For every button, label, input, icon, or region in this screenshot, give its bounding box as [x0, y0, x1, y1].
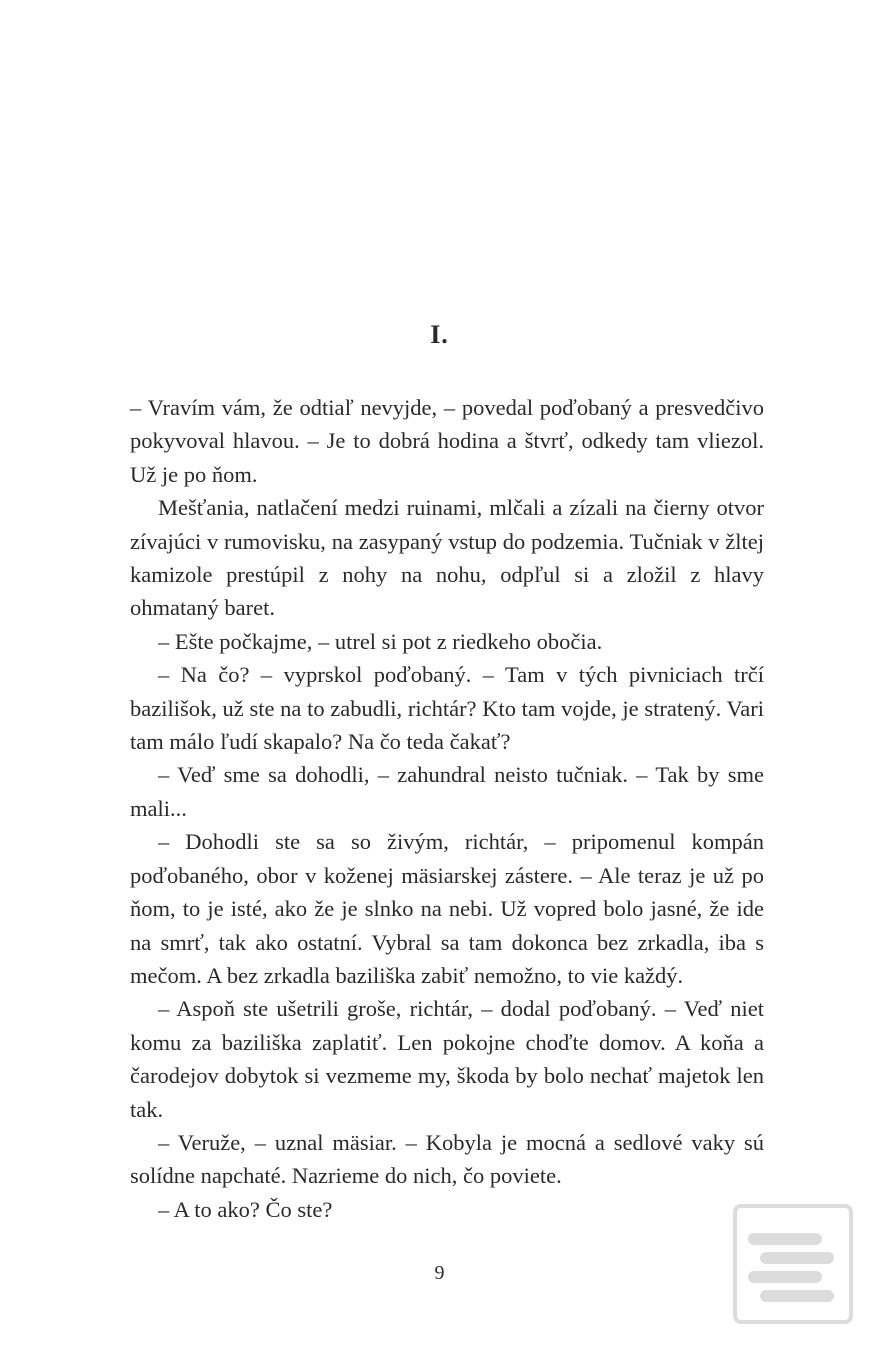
- paragraph: – Na čo? – vyprskol poďobaný. – Tam v tých pivniciach trčí bazilišok, už ste na to zabudli, richtár? Kto tam vojde, je stratený. Vari tam málo ľudí skapalo? Na čo teda čakať?: [130, 662, 764, 755]
- paragraph: – Aspoň ste ušetrili groše, richtár, – dodal poďobaný. – Veď niet komu za baziliška zaplatiť. Len pokojne choďte domov. A koňa a čarodejov dobytok si vezmeme my, škoda by bolo nechať majetok len tak.: [130, 996, 764, 1122]
- paragraph: – Ešte počkajme, – utrel si pot z riedkeho obočia.: [158, 628, 603, 654]
- paragraph: Mešťania, natlačení medzi ruinami, mlčali a zízali na čierny otvor zívajúci v rumovisku, na zasypaný vstup do podzemia. Tučniak v žltej kamizole prestúpil z nohy na nohu, odpľul si a zložil z hlavy ohmataný baret.: [130, 495, 764, 621]
- paragraph: – Veď sme sa dohodli, – zahundral neisto tučniak. – Tak by sme mali...: [130, 762, 764, 821]
- paragraph: – Vravím vám, že odtiaľ nevyjde, – povedal poďobaný a presvedčivo pokyvoval hlavou. – Je to dobrá hodina a štvrť, odkedy tam vliezol. Už je po ňom.: [130, 395, 764, 487]
- book-stack-icon: [732, 1203, 854, 1325]
- paragraph: – Veruže, – uznal mäsiar. – Kobyla je mocná a sedlové vaky sú solídne napchaté. Nazrieme do nich, čo poviete.: [130, 1129, 764, 1189]
- paragraph: – Dohodli ste sa so živým, richtár, – pripomenul kompán poďobaného, obor v koženej mäsiarskej zástere. – Ale teraz je už po ňom, to je isté, ako že je slnko na nebi. Už vopred bolo jasné, že ide na smrť, tak ako ostatní. Vybral sa tam dokonca bez zrkadla, iba s mečom. A bez zrkadla baziliška zabiť nemožno, to vie každý.: [130, 829, 764, 988]
- chapter-title: I.: [430, 320, 449, 349]
- paragraph: – A to ako? Čo ste?: [158, 1196, 333, 1222]
- page-number: 9: [434, 1262, 445, 1284]
- body-text: [130, 391, 764, 1226]
